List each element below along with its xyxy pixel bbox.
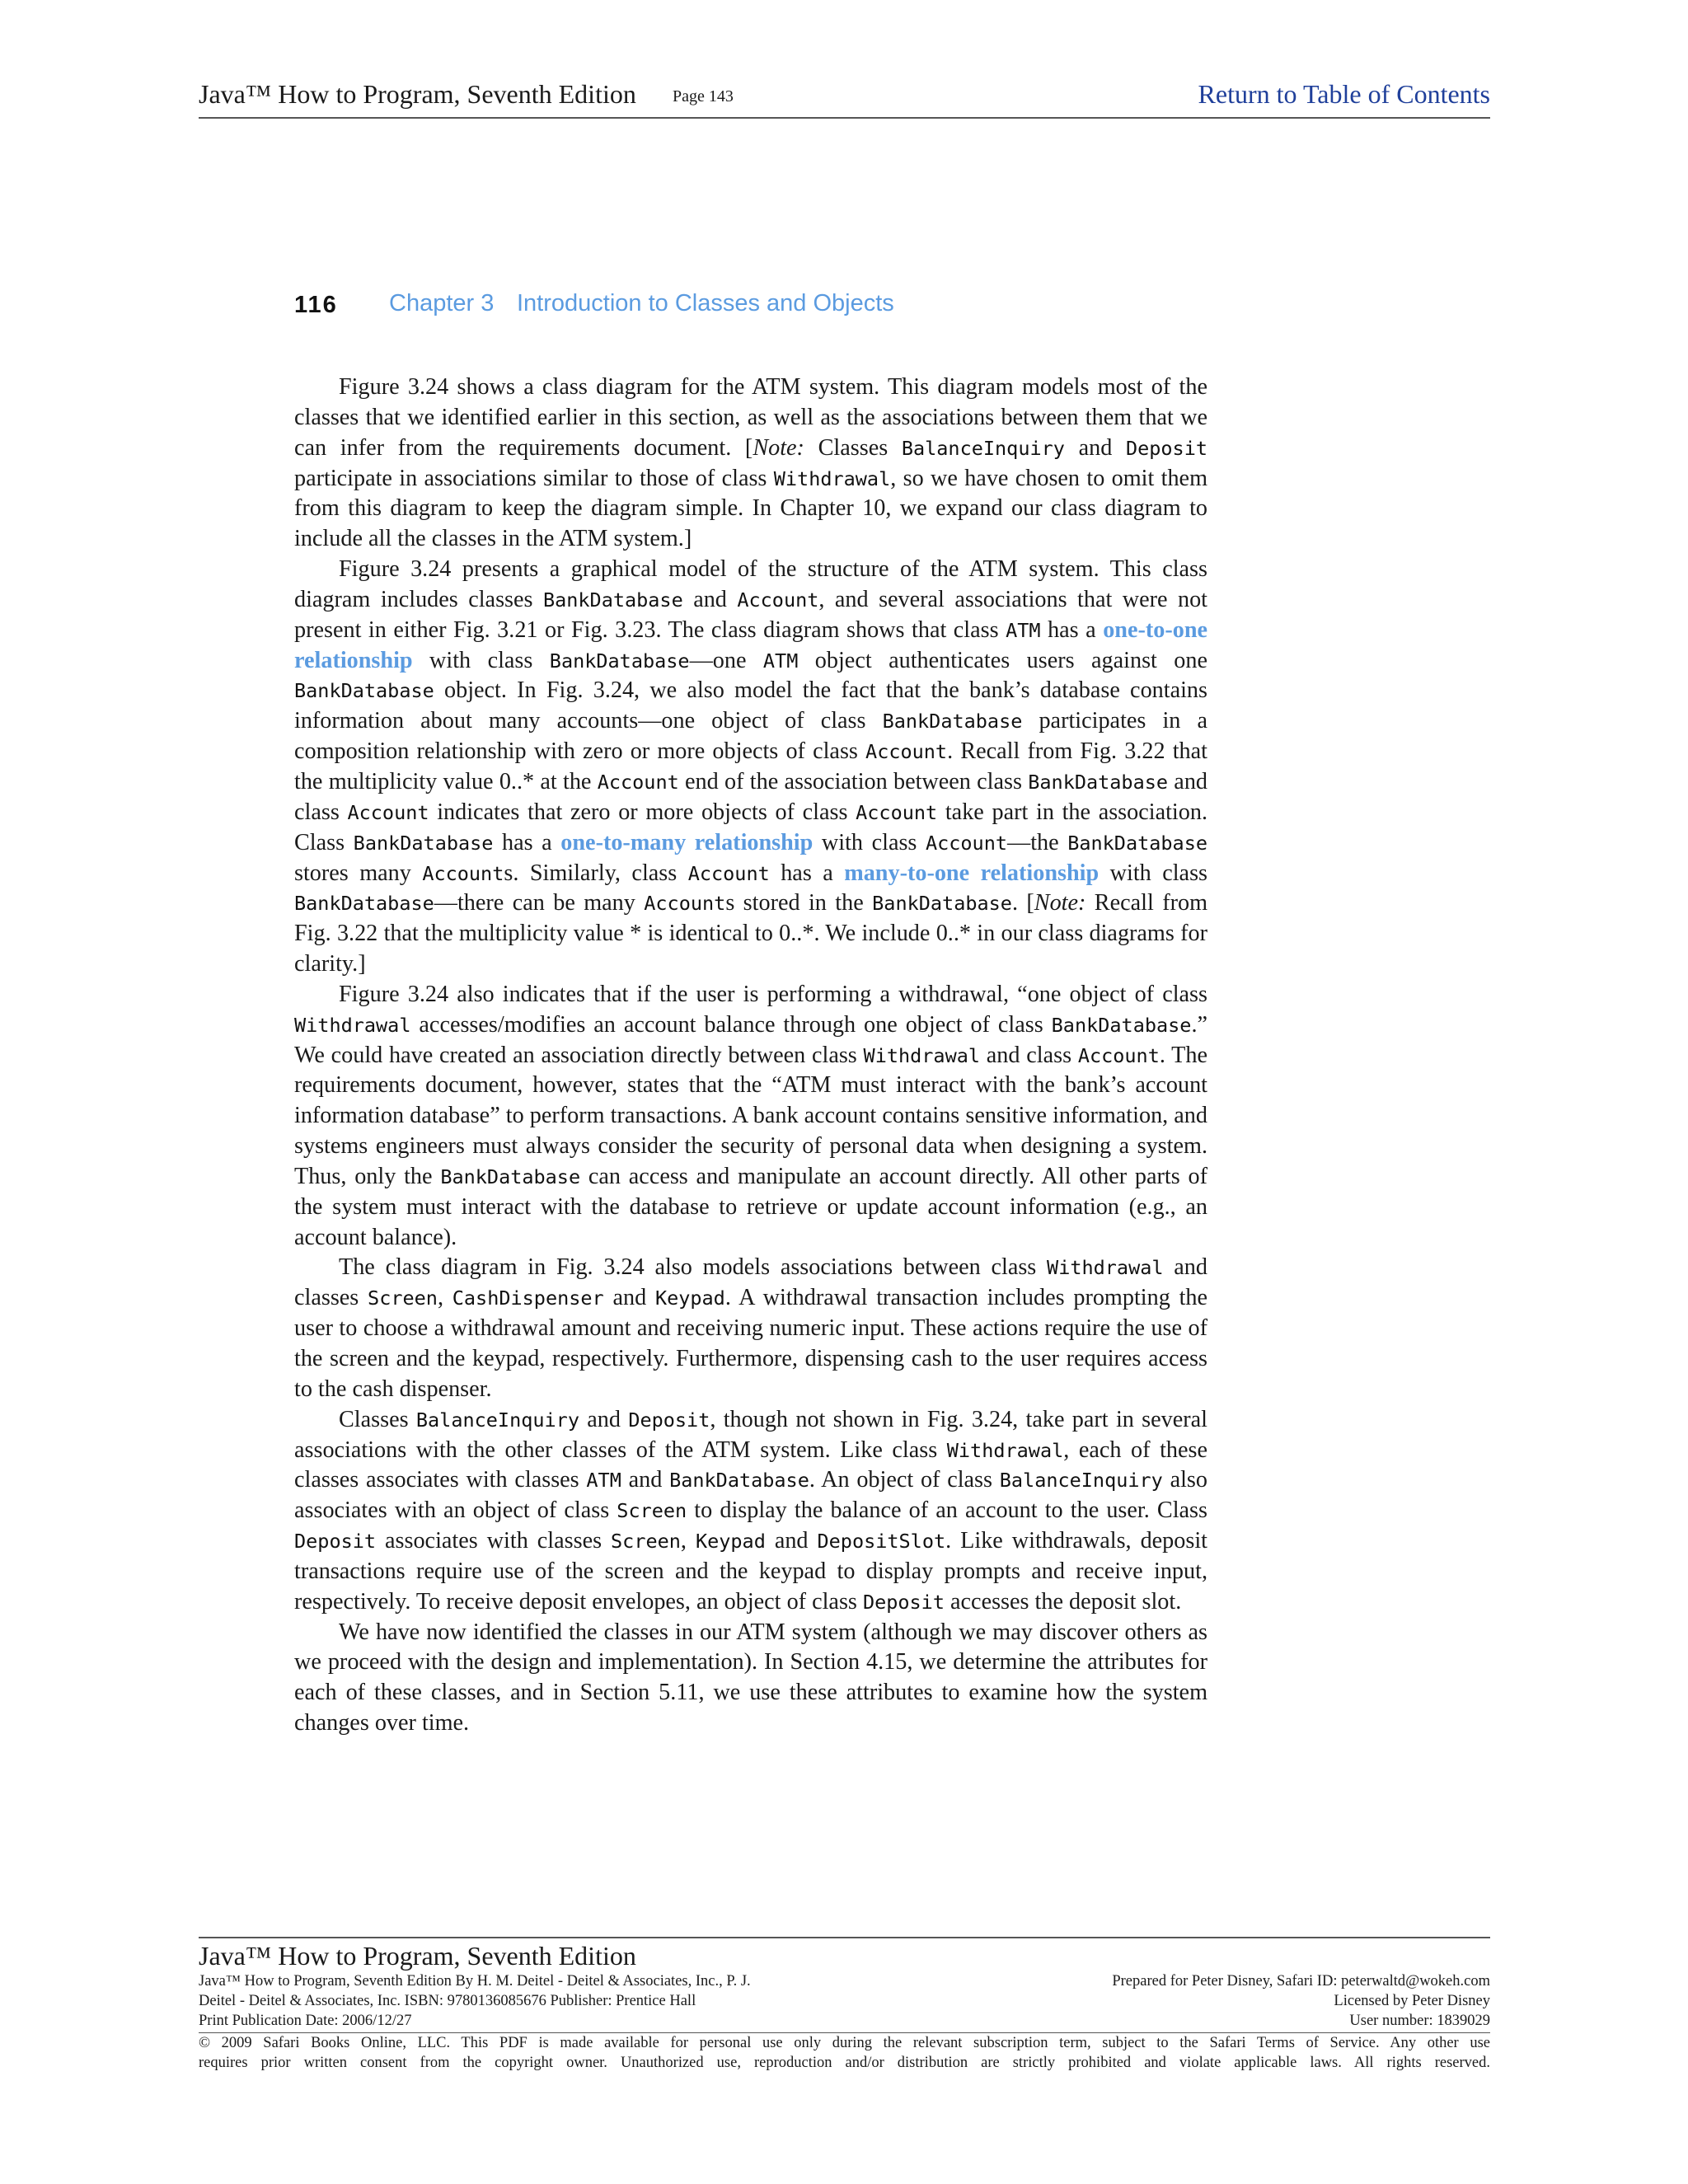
code-term: BalanceInquiry [415, 1408, 579, 1432]
paragraph-6 [294, 1618, 1207, 1739]
text-run: and [603, 1285, 655, 1311]
text-run: and [621, 1467, 670, 1493]
text-run: object. In Fig. 3.24, we also model the fact that the bank’s database contains information about many accounts—one object of class [294, 677, 1207, 734]
text-run: indicates that zero or more objects of class [429, 799, 856, 825]
text-run: , so we have chosen to omit them from this diagram to keep the diagram simple. In Chapter 10, we expand our class diagram to include all the classes in the ATM system.] [294, 465, 1207, 552]
footer-publication-date: Print Publication Date: 2006/12/27 [199, 2013, 412, 2029]
code-term: Withdrawal [946, 1438, 1064, 1462]
code-term: Keypad [695, 1530, 766, 1554]
text-run: , and several associations that were not present in either Fig. 3.21 or Fig. 3.23. The class diagram shows that class [294, 586, 1208, 643]
footer-isbn-publisher: Deitel - Deitel & Associates, Inc. ISBN: 9780136085676 Publisher: Prentice Hall [199, 1993, 696, 2009]
footer-copyright [199, 2032, 1490, 2073]
code-term: Account [687, 861, 770, 885]
paragraph-1 [294, 373, 1207, 555]
code-term: DepositSlot [817, 1530, 946, 1554]
code-term: BankDatabase [294, 679, 434, 703]
text-run: and class [294, 768, 1208, 825]
text-run: participate in associations similar to those of class [294, 465, 774, 491]
page-header [199, 76, 1490, 119]
italic-note: Note: [1034, 890, 1086, 916]
text-run: , [437, 1285, 452, 1311]
text-run: take part in the association. Class [294, 799, 1207, 855]
code-term: CashDispenser [452, 1286, 604, 1310]
text-run: , [680, 1528, 696, 1554]
chapter-title: Introduction to Classes and Objects [517, 290, 894, 316]
page-footer [199, 1937, 1490, 2073]
text-run: has a [493, 829, 561, 855]
code-term: BankDatabase [542, 588, 683, 612]
code-term: BankDatabase [669, 1469, 809, 1493]
code-term: BankDatabase [882, 710, 1023, 733]
text-run: The class diagram in Fig. 3.24 also models associations between class [339, 1254, 1048, 1281]
book-title: Java™ How to Program, Seventh Edition [199, 79, 636, 109]
text-run: can access and manipulate an account directly. All other parts of the system must interact with the database to retrieve or update account information (e.g., an account balance). [294, 1163, 1207, 1250]
code-term: BankDatabase [1051, 1013, 1192, 1037]
text-run: and [765, 1528, 818, 1554]
text-run: —there can be many [434, 890, 645, 916]
footer-prepared-for: Prepared for Peter Disney, Safari ID: peterwaltd@wokeh.com [1112, 1973, 1490, 1990]
paragraph-2 [294, 555, 1207, 980]
code-term: BankDatabase [440, 1165, 581, 1188]
footer-user-number: User number: 1839029 [1349, 2013, 1490, 2029]
paragraph-5 [294, 1405, 1207, 1618]
text-run: .” We could have created an association directly between class [294, 1011, 1207, 1068]
folio: 116 [294, 292, 338, 318]
paragraph-4 [294, 1253, 1207, 1404]
code-term: Withdrawal [863, 1043, 981, 1067]
text-run: Figure 3.24 presents a graphical model of the structure of the ATM system. This class diagram includes classes [294, 556, 1207, 612]
footer-book-info: Java™ How to Program, Seventh Edition By H. M. Deitel - Deitel & Associates, Inc., P. J. [199, 1973, 751, 1990]
text-run: accesses the deposit slot. [944, 1588, 1182, 1615]
text-run: , each of these classes associates with classes [294, 1436, 1207, 1493]
copyright-line-2: requires prior written consent from the copyright owner. Unauthorized use, reproduction and/or distribution are strictly prohibited and violate applicable laws. All rights reserved. [199, 2055, 1490, 2071]
key-term: one-to-one relationship [294, 616, 1208, 673]
code-term: Account [856, 800, 938, 824]
key-term: one-to-many relationship [560, 829, 814, 855]
text-run: . Recall from Fig. 3.22 that the multiplicity value 0..* at the [294, 738, 1207, 794]
return-to-toc-link[interactable]: Return to Table of Contents [1198, 79, 1490, 109]
code-term: Deposit [862, 1590, 945, 1614]
text-run: and [682, 586, 738, 612]
text-run: with class [1099, 860, 1208, 886]
code-term: BalanceInquiry [901, 436, 1065, 460]
text-run: has a [1040, 616, 1104, 643]
page-number: Page 143 [673, 87, 734, 105]
code-term: Withdrawal [773, 466, 891, 490]
text-run: —the [1007, 829, 1068, 855]
code-term: BankDatabase [1028, 770, 1169, 794]
code-term: ATM [762, 649, 799, 673]
text-run: s stored in the [725, 890, 873, 916]
text-run: . A withdrawal transaction includes prompting the user to choose a withdrawal amount and receiving numeric input. These actions require the use of the screen and the keypad, respectively. Furthermore, dispensing cash to the user requires access to the cash dispenser. [294, 1285, 1208, 1402]
text-run: accesses/modifies an account balance through one object of class [410, 1011, 1052, 1038]
text-run: , though not shown in Fig. 3.24, take part in several associations with the other classes of the ATM system. Like class [294, 1406, 1207, 1463]
code-term: Account [865, 740, 948, 764]
code-term: Deposit [1125, 436, 1208, 460]
code-term: BankDatabase [353, 831, 494, 855]
text-run: . The requirements document, however, states that the “ATM must interact with the bank’s account information database” to perform transactions. A bank account contains sensitive information, and systems engineers must always consider the security of personal data when designing a system. Thus, only the [294, 1042, 1207, 1189]
code-term: Screen [611, 1530, 681, 1554]
code-term: Account [422, 861, 504, 885]
code-term: BankDatabase [872, 892, 1012, 916]
text-run: s. Similarly, class [504, 860, 688, 886]
footer-title: Java™ How to Program, Seventh Edition [199, 1941, 636, 1971]
text-run: Recall from Fig. 3.22 that the multiplicity value * is identical to 0..*. We include 0..* in our class diagrams for clarity.] [294, 890, 1208, 977]
code-term: Account [597, 770, 679, 794]
text-run: We have now identified the classes in our ATM system (although we may discover others as we proceed with the design and implementation). In Section 4.15, we determine the attributes for each of these classes, and in Section 5.11, we use these attributes to examine how the system changes over time. [294, 1619, 1207, 1736]
text-run: . [ [1011, 890, 1034, 916]
text-run: with class [412, 647, 550, 673]
code-term: Deposit [294, 1530, 377, 1554]
footer-row-2 [199, 1991, 1490, 2011]
body-text [294, 373, 1207, 1739]
text-run: to display the balance of an account to the user. Class [687, 1497, 1207, 1524]
text-run: and [1064, 434, 1126, 461]
code-term: Account [925, 831, 1008, 855]
text-run: associates with classes [376, 1528, 612, 1554]
code-term: BankDatabase [549, 649, 690, 673]
text-run: and [579, 1406, 629, 1432]
text-run: with class [813, 829, 926, 855]
footer-row-1 [199, 1971, 1490, 1991]
paragraph-3 [294, 980, 1207, 1254]
code-term: Keypad [654, 1286, 725, 1310]
text-run: Classes [804, 434, 902, 461]
code-term: Deposit [628, 1408, 710, 1432]
text-run: participates in a composition relationship with zero or more objects of class [294, 708, 1207, 765]
code-term: ATM [1006, 618, 1041, 642]
text-run: stores many [294, 860, 423, 886]
text-run: and classes [294, 1254, 1207, 1311]
text-run: also associates with an object of class [294, 1467, 1207, 1524]
text-run: Classes [339, 1406, 416, 1432]
text-run: . An object of class [809, 1467, 1000, 1493]
text-run: and class [980, 1042, 1078, 1068]
code-term: Account [644, 892, 726, 916]
italic-note: Note: [753, 434, 804, 461]
chapter-label: Chapter 3 [389, 290, 495, 316]
text-run: Figure 3.24 shows a class diagram for the ATM system. This diagram models most of the classes that we identified earlier in this section, as well as the associations between them that we can infer from the requirements document. [ [294, 374, 1207, 461]
code-term: Screen [617, 1499, 687, 1523]
code-term: Account [1077, 1043, 1160, 1067]
text-run: end of the association between class [678, 768, 1029, 794]
code-term: Account [347, 800, 429, 824]
code-term: BankDatabase [1067, 831, 1207, 855]
text-run: . Like withdrawals, deposit transactions require use of the screen and the keypad to display prompts and receive input, respectively. To receive deposit envelopes, an object of class [294, 1528, 1208, 1615]
code-term: Account [737, 588, 819, 612]
footer-licensed-by: Licensed by Peter Disney [1334, 1993, 1490, 2009]
code-term: Withdrawal [1047, 1256, 1164, 1280]
footer-row-3 [199, 2011, 1490, 2031]
text-run: object authenticates users against one [798, 647, 1207, 673]
text-run: Figure 3.24 also indicates that if the user is performing a withdrawal, “one object of class [339, 981, 1207, 1007]
code-term: ATM [586, 1469, 621, 1493]
code-term: Withdrawal [294, 1013, 411, 1037]
code-term: Screen [368, 1286, 438, 1310]
code-term: BankDatabase [294, 892, 434, 916]
code-term: BalanceInquiry [999, 1469, 1163, 1493]
text-run: —one [689, 647, 763, 673]
copyright-line-1: © 2009 Safari Books Online, LLC. This PDF is made available for personal use only during the relevant subscription term, subject to the Safari Terms of Service. Any other use [199, 2035, 1490, 2051]
key-term: many-to-one relationship [844, 860, 1100, 886]
text-run: has a [769, 860, 845, 886]
